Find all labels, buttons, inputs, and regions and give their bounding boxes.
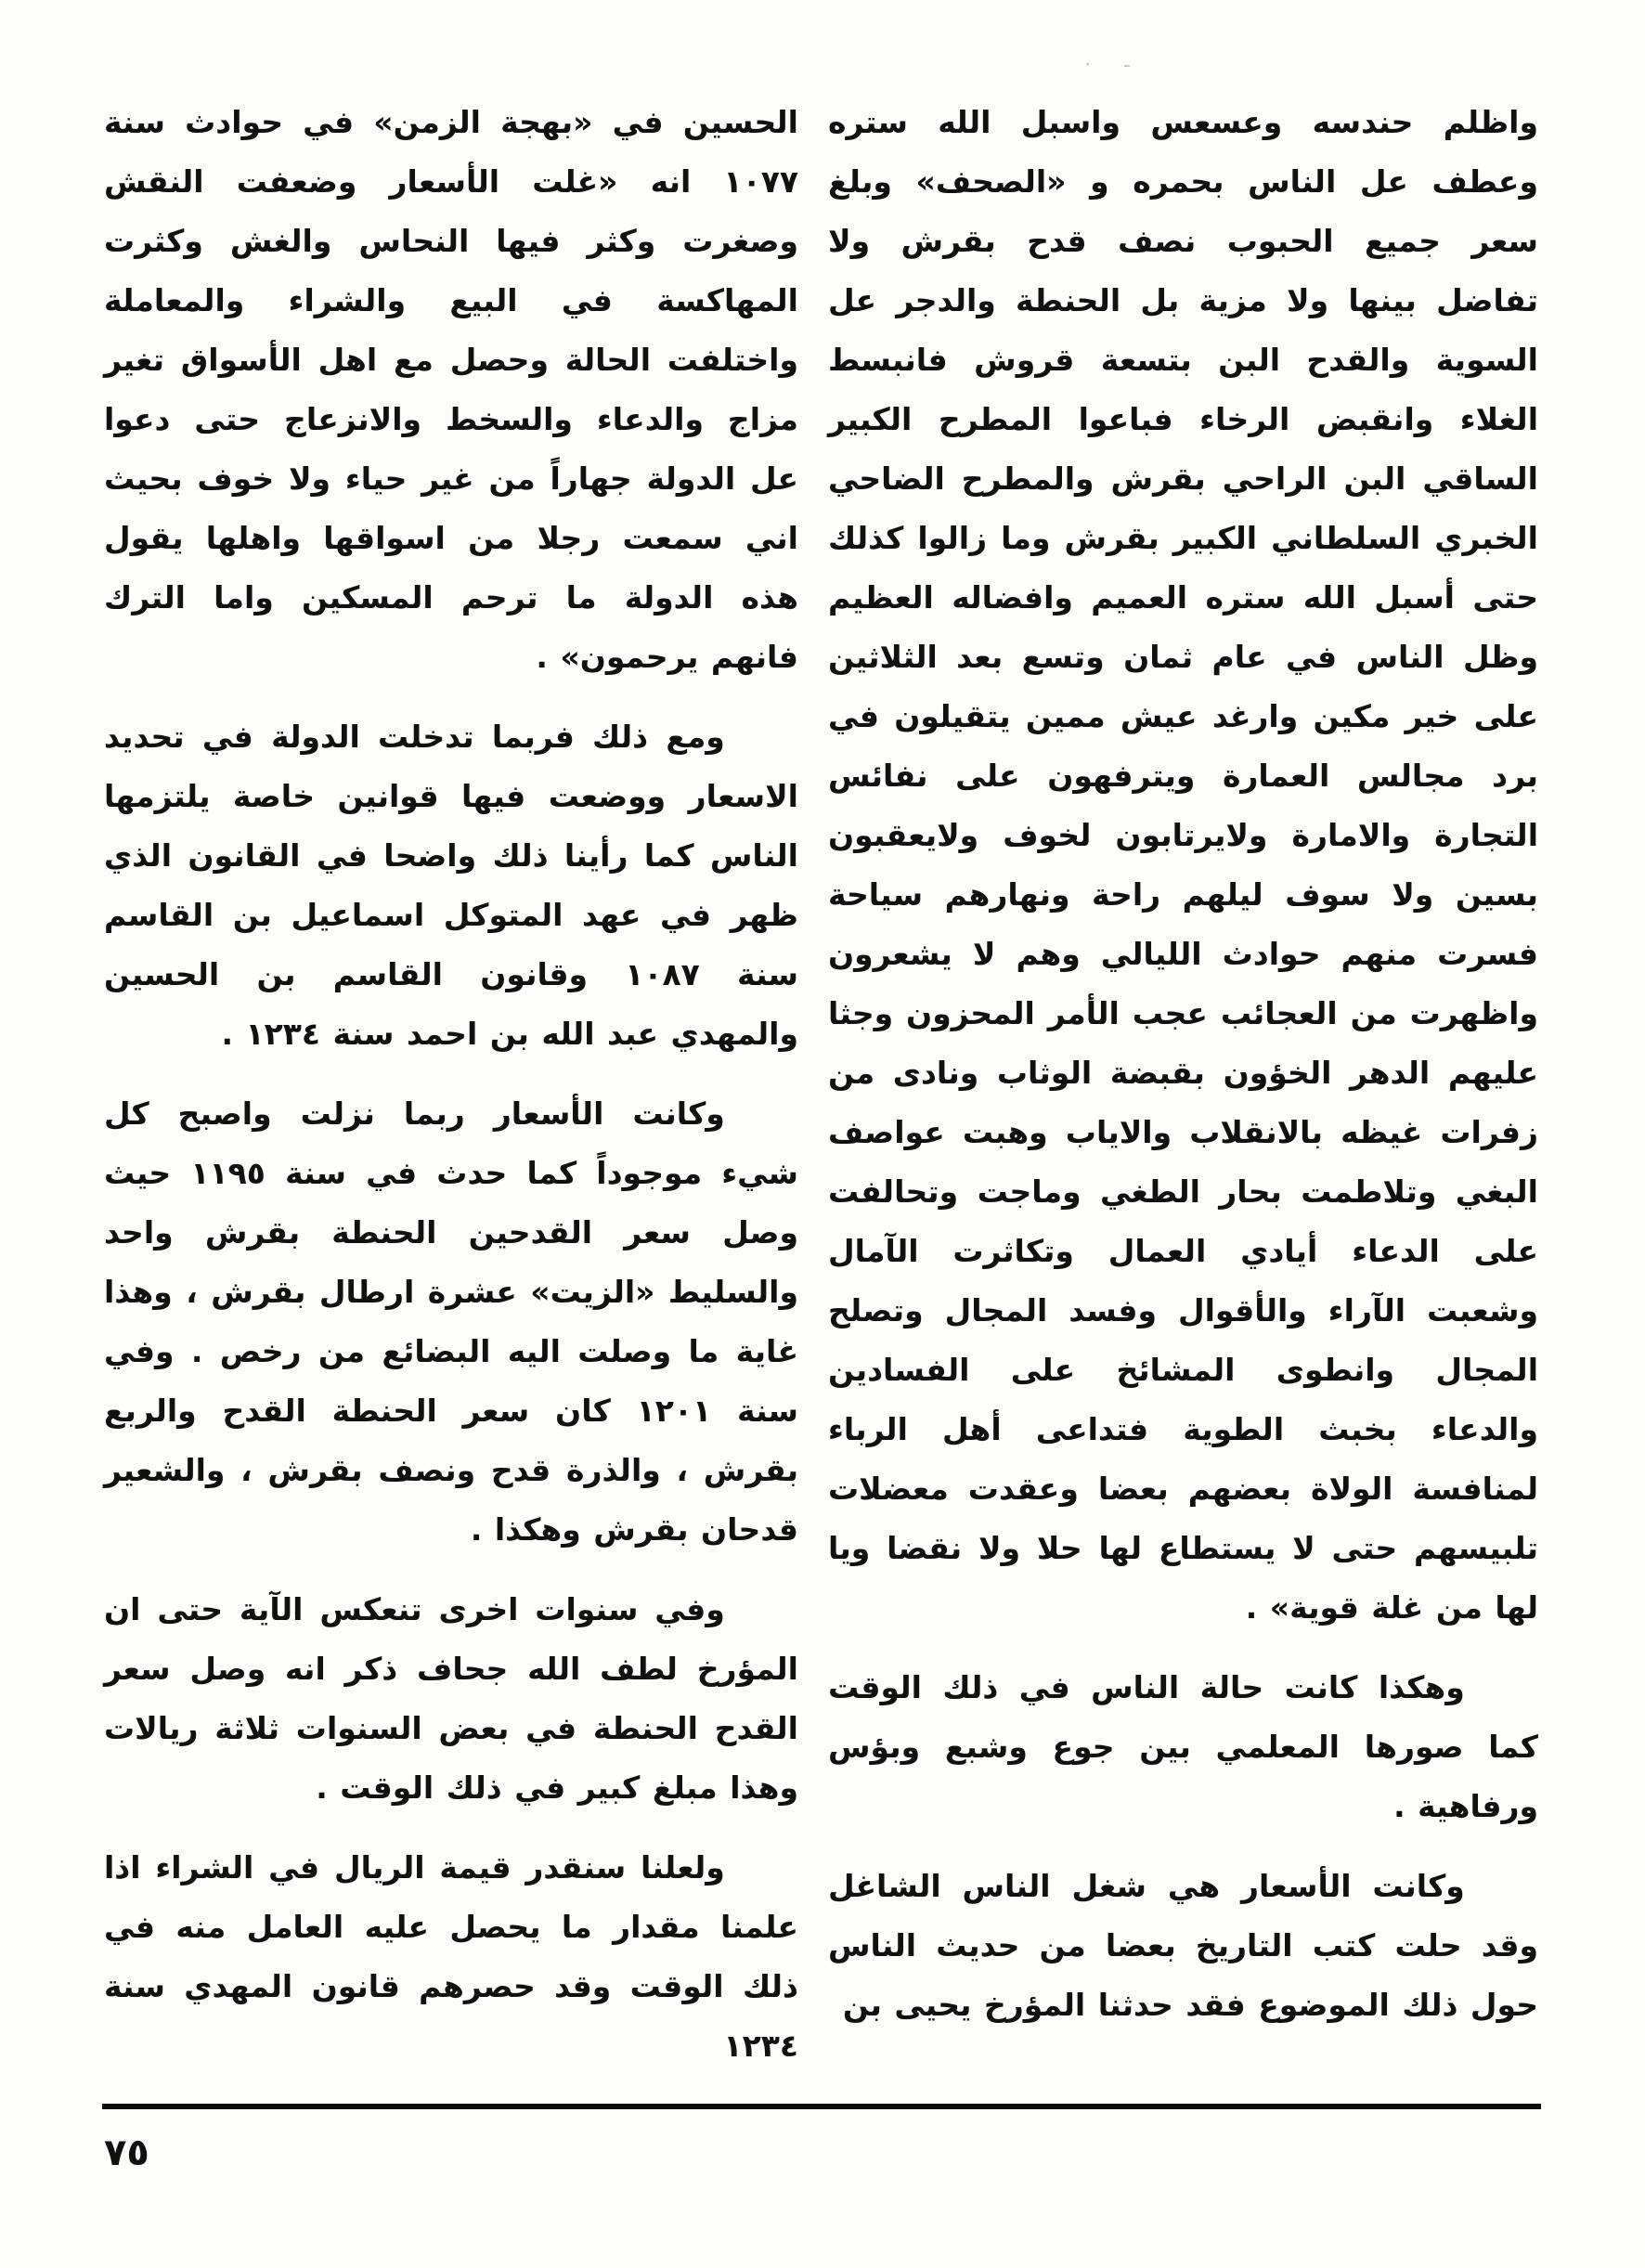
- scan-artifact-marks: - ·: [1084, 54, 1144, 77]
- paragraph: وهكذا كانت حالة الناس في ذلك الوقت كما صورها المعلمي بين جوع وشبع وبؤس ورفاهية .: [828, 1669, 1538, 1824]
- paragraph: ومع ذلك فربما تدخلت الدولة في تحديد الاسعار ووضعت فيها قوانين خاصة يلتزمها الناس كما رأينا ذلك واضحا في القانون الذي ظهر في عهد المتوكل اسماعيل بن القاسم سنة ١٠٨٧ وقانون القاسم بن الحسين والمهدي عبد الله بن احمد سنة ١٢٣٤ .: [104, 719, 798, 1052]
- paragraph: واظلم حندسه وعسعس واسبل الله ستره وعطف عل الناس بحمره و «الصحف» وبلغ سعر جميع الحبوب نصف قدح بقرش ولا تفاضل بينها ولا مزية بل الحنطة والدجر عل السوية والقدح البن بتسعة قروش فانبسط الغلاء وانقبض الرخاء فباعوا المطرح الكبير الساقي البن الراحي بقرش والمطرح الضاحي الخبري السلطاني الكبير بقرش وما زالوا كذلك حتى أسبل الله ستره العميم وافضاله العظيم وظل الناس في عام ثمان وتسع بعد الثلاثين على خير مكين وارغد عيش ممين يتقيلون في برد مجالس العمارة ويترفهون على نفائس التجارة والامارة ولايرتابون لخوف ولايعقبون بسين ولا سوف ليلهم راحة ونهارهم سياحة فسرت منهم حوادث الليالي وهم لا يشعرون واظهرت من العجائب عجب الأمر المحزون وجثا عليهم الدهر الخؤون بقبضة الوثاب ونادى من زفرات غيظه بالانقلاب والاياب وهبت عواصف البغي وتلاطمت بحار الطغي وماجت وتحالفت على الدعاء أيادي العمال وتكاثرت الآمال وشعبت الآراء والأقوال وفسد المجال وتصلح المجال وانطوى المشائخ على الفسادين والدعاء بخبث الطوية فتداعى أهل الرباء لمنافسة الولاة بعضهم بعضا وعقدت معضلات تلبيسهم حتى لا يستطاع لها حلا ولا نقضا ويا لها من غلة قوية» .: [828, 104, 1538, 1626]
- paragraph: وكانت الأسعار هي شغل الناس الشاغل وقد حلت كتب التاريخ بعضا من حديث الناس حول ذلك الموضوع فقد حدثنا المؤرخ يحيى بن: [828, 1868, 1538, 2023]
- paragraph: ولعلنا سنقدر قيمة الريال في الشراء اذا علمنا مقدار ما يحصل عليه العامل منه في ذلك الوقت وقد حصرهم قانون المهدي سنة ١٢٣٤: [104, 1849, 798, 2064]
- paragraph: الحسين في «بهجة الزمن» في حوادث سنة ١٠٧٧ انه «غلت الأسعار وضعفت النقش وصغرت وكثر فيها النحاس والغش وكثرت المهاكسة في البيع والشراء والمعاملة واختلفت الحالة وحصل مع اهل الأسواق تغير مزاج والدعاء والسخط والانزعاج حتى دعوا عل الدولة جهاراً من غير حياء ولا خوف بحيث اني سمعت رجلا من اسواقها واهلها يقول هذه الدولة ما ترحم المسكين واما الترك فانهم يرحمون» .: [104, 104, 798, 675]
- page-number: ٧٥: [104, 2132, 149, 2174]
- paragraph: وفي سنوات اخرى تنعكس الآية حتى ان المؤرخ لطف الله جحاف ذكر انه وصل سعر القدح الحنطة في بعض السنوات ثلاثة ريالات وهذا مبلغ كبير في ذلك الوقت .: [104, 1591, 798, 1806]
- paragraph: وكانت الأسعار ربما نزلت واصبح كل شيء موجوداً كما حدث في سنة ١١٩٥ حيث وصل سعر القدحين الحنطة بقرش واحد والسليط «الزيت» عشرة ارطال بقرش ، وهذا غاية ما وصلت اليه البضائع من رخص . وفي سنة ١٢٠١ كان سعر الحنطة القدح والربع بقرش ، والذرة قدح ونصف بقرش ، والشعير قدحان بقرش وهكذا .: [104, 1095, 798, 1548]
- right-column: [828, 93, 1538, 2055]
- text-columns: [104, 93, 1538, 2096]
- left-column: [104, 93, 798, 2096]
- footer-rule: [102, 2104, 1541, 2109]
